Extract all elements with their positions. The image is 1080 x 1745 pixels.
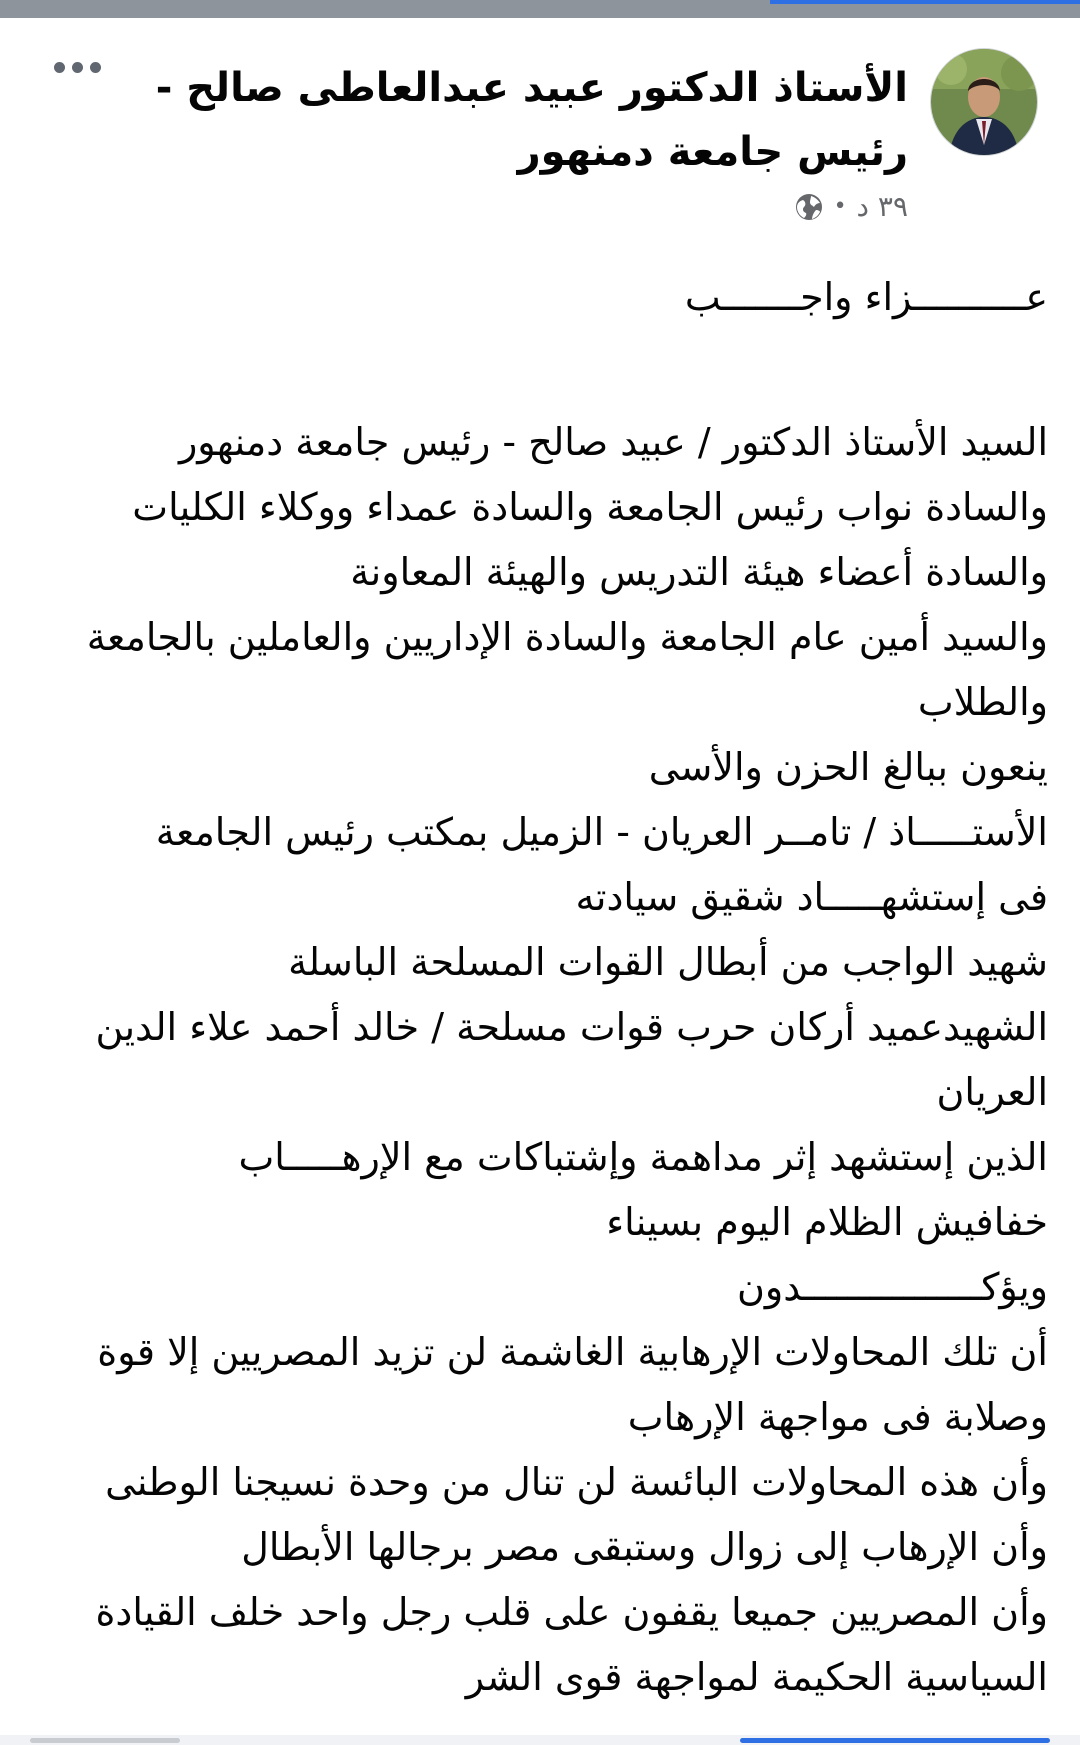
post-line-title: عــــــــــزاء واجـــــــب bbox=[684, 275, 1048, 319]
post-line: ينعون ببالغ الحزن والأسى bbox=[648, 745, 1048, 789]
post-line: والسادة أعضاء هيئة التدريس والهيئة المعاونة bbox=[350, 550, 1048, 594]
post-header bbox=[40, 48, 1046, 238]
post-line: الشهيدعميد أركان حرب قوات مسلحة / خالد أحمد علاء الدين العريان bbox=[95, 1005, 1048, 1114]
post-line: والسيد أمين عام الجامعة والسادة الإداريين والعاملين بالجامعة والطلاب bbox=[86, 615, 1048, 724]
post-line: والسادة نواب رئيس الجامعة والسادة عمداء ووكلاء الكليات bbox=[132, 485, 1048, 529]
author-avatar[interactable] bbox=[930, 48, 1038, 156]
more-dot bbox=[72, 62, 83, 73]
author-name[interactable]: الأستاذ الدكتور عبيد عبدالعاطى صالح - رئيس جامعة دمنهور bbox=[155, 65, 908, 175]
post-meta bbox=[794, 190, 908, 223]
post-line: السيد الأستاذ الدكتور / عبيد صالح - رئيس جامعة دمنهور bbox=[178, 420, 1048, 464]
more-dot bbox=[90, 62, 101, 73]
post-line: فى إستشهـــــاد شقيق سيادته bbox=[575, 875, 1048, 919]
post-line: وأن الإرهاب إلى زوال وستبقى مصر برجالها الأبطال bbox=[241, 1525, 1048, 1569]
paragraph-gap bbox=[40, 330, 1048, 410]
more-dot bbox=[54, 62, 65, 73]
post-body bbox=[40, 265, 1048, 1710]
globe-icon[interactable] bbox=[794, 192, 824, 222]
post-line: ويؤكــــــــــــــــدون bbox=[737, 1265, 1048, 1309]
post-time[interactable]: ٣٩ د bbox=[856, 190, 908, 223]
meta-separator: • bbox=[833, 194, 847, 219]
post-line: خفافيش الظلام اليوم بسيناء bbox=[606, 1200, 1048, 1244]
avatar-photo bbox=[931, 49, 1037, 155]
post-line: الأستـــــاذ / تامــر العريان - الزميل بمكتب رئيس الجامعة bbox=[155, 810, 1048, 854]
post-line: وأن المصريين جميعا يقفون على قلب رجل واحد خلف القيادة السياسية الحكيمة لمواجهة قوى الشر bbox=[95, 1590, 1048, 1699]
post-line: الذين إستشهد إثر مداهمة وإشتباكات مع الإرهـــــاب bbox=[238, 1135, 1048, 1179]
top-progress-accent bbox=[770, 0, 1080, 4]
more-options-icon[interactable] bbox=[48, 56, 107, 79]
top-status-bar bbox=[0, 0, 1080, 18]
post-line: شهيد الواجب من أبطال القوات المسلحة الباسلة bbox=[288, 940, 1048, 984]
post-line: وأن هذه المحاولات البائسة لن تنال من وحدة نسيجنا الوطنى bbox=[105, 1460, 1048, 1504]
post-line: أن تلك المحاولات الإرهابية الغاشمة لن تزيد المصريين إلا قوة وصلابة فى مواجهة الإرهاب bbox=[97, 1330, 1048, 1439]
bottom-scroll-indicator bbox=[0, 1735, 1080, 1745]
